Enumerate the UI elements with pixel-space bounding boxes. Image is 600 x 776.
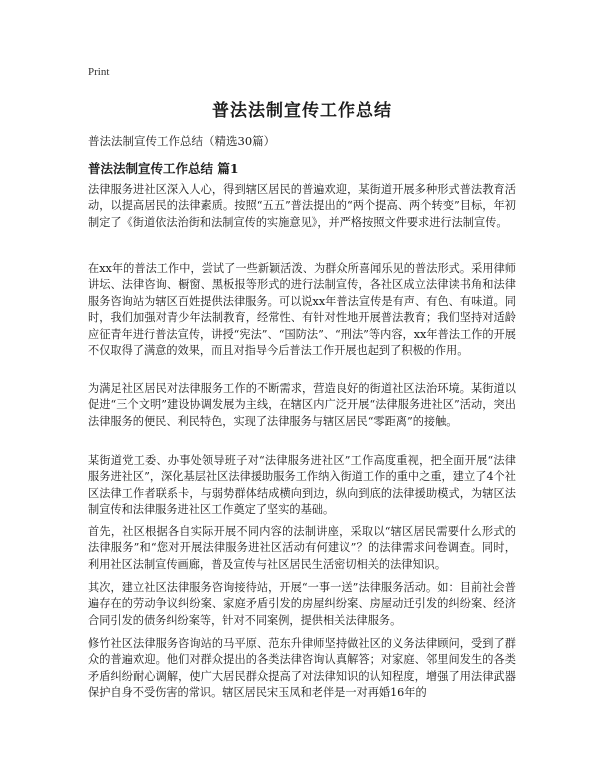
paragraph: 法律服务进社区深入人心，得到辖区居民的普遍欢迎，某街道开展多种形式普法教育活动，以提高居民的法律素质。按照“五五”普法提出的“两个提高、两个转变”目标，年初制定了《街道依法治街和法制宣传的实施意见》，并严格按照文件要求进行法制宣传。 [88, 183, 516, 229]
paragraph: 其次，建立社区法律服务咨询接待站，开展“一事一送”法律服务活动。如：目前社会普遍存在的劳动争议纠纷案、家庭矛盾引发的房屋纠纷案、房屋动迁引发的纠纷案、经济合同引发的债务纠纷案等，针对不同案例，提供相关法律服务。 [88, 581, 516, 627]
paragraph: 在xx年的普法工作中，尝试了一些新颖活泼、为群众所喜闻乐见的普法形式。采用律师讲坛、法律咨询、橱窗、黑板报等形式的进行法制宣传，各社区成立法律读书角和法律服务咨询站为辖区百姓提供法律服务。可以说xx年普法宣传是有声、有色、有味道。同时，我们加强对青少年法制教育，经常性、有针对性地开展普法教育；我们坚持对适龄应征青年进行普法宣传，讲授“宪法”、“国防法”、“刑法”等内容，xx年普法工作的开展不仅取得了满意的效果，而且对指导今后普法工作开展也起到了积极的作用。 [88, 262, 516, 358]
print-label[interactable]: Print [88, 66, 110, 78]
section-heading: 普法法制宣传工作总结 篇1 [88, 161, 239, 176]
paragraph: 首先，社区根据各自实际开展不同内容的法制讲座，采取以“辖区居民需要什么形式的法律服务”和“您对开展法律服务进社区活动有何建议”？的法律需求问卷调查。同时，利用社区法制宣传画廊，普及宣传与社区居民生活密切相关的法律知识。 [88, 525, 516, 571]
document-subtitle: 普法法制宣传工作总结（精选30篇） [88, 134, 276, 148]
paragraph: 某街道党工委、办事处领导班子对“法律服务进社区”工作高度重视，把全面开展“法律服务进社区”，深化基层社区法律援助服务工作纳入街道工作的重中之重，建立了4个社区法律工作者联系卡，与弱势群体结成横向到边，纵向到底的法律援助模式，为辖区法制宣传和法律服务进社区工作奠定了坚实的基础。 [88, 454, 516, 517]
document-title: 普法法制宣传工作总结 [212, 101, 392, 121]
paragraph: 修竹社区法律服务咨询站的马平原、范东升律师坚持做社区的义务法律顾问，受到了群众的普遍欢迎。他们对群众提出的各类法律咨询认真解答；对家庭、邻里间发生的各类矛盾纠纷耐心调解，使广大居民群众提高了对法律知识的认知程度，增强了用法律武器保护自身不受伤害的常识。辖区居民宋玉凤和老伴是一对再婚16年的 [88, 637, 516, 700]
paragraph: 为满足社区居民对法律服务工作的不断需求，营造良好的街道社区法治环境。某街道以促进“三个文明”建设协调发展为主线，在辖区内广泛开展“法律服务进社区”活动，突出法律服务的便民、利民特色，实现了法律服务与辖区居民“零距离”的接触。 [88, 382, 516, 428]
